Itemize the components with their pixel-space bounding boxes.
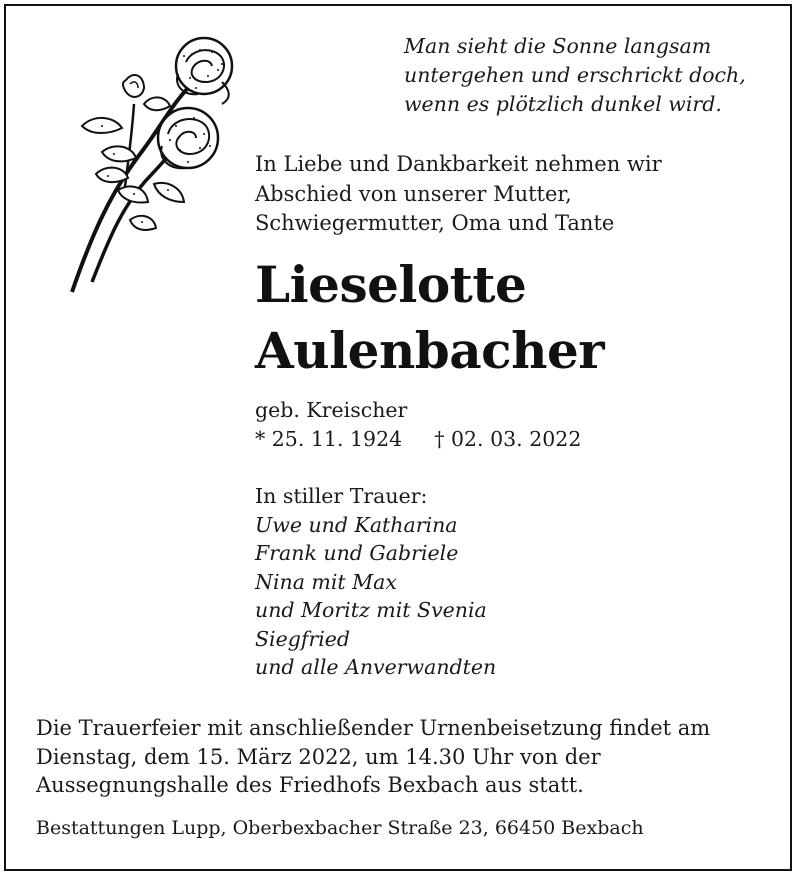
birth-name: geb. Kreischer (255, 398, 408, 422)
deceased-first-name: Lieselotte (255, 255, 527, 314)
mourner-name: und Moritz mit Svenia (255, 598, 487, 622)
mourner-name: Siegfried (255, 626, 351, 651)
intro-line: Abschied von unserer Mutter, (255, 181, 572, 206)
farewell-intro (255, 150, 755, 239)
death-date: † 02. 03. 2022 (434, 427, 582, 451)
undertaker-address: Bestattungen Lupp, Oberbexbacher Straße 23, 66450 Bexbach (36, 817, 644, 839)
motto-quote (404, 32, 774, 119)
intro-line: In Liebe und Dankbarkeit nehmen wir (255, 152, 662, 176)
motto-line: wenn es plötzlich dunkel wird. (404, 92, 722, 116)
life-dates (255, 396, 755, 454)
motto-line: untergehen und erschrickt doch, (404, 63, 746, 87)
mourner-name: Uwe und Katharina (255, 512, 458, 537)
rose-illustration (62, 34, 262, 299)
intro-line: Schwiegermutter, Oma und Tante (255, 211, 615, 235)
mourner-name: und alle Anverwandten (255, 655, 497, 679)
funeral-line: Aussegnungshalle des Friedhofs Bexbach aus statt. (36, 773, 584, 797)
motto-line: Man sieht die Sonne langsam (404, 34, 712, 58)
dates-row (255, 425, 755, 454)
mourner-name: Frank und Gabriele (255, 541, 459, 565)
funeral-line: Dienstag, dem 15. März 2022, um 14.30 Uhr von der (36, 744, 601, 769)
mourner-name: Nina mit Max (255, 569, 397, 594)
birth-date: * 25. 11. 1924 (255, 427, 403, 451)
funeral-details (36, 714, 776, 800)
deceased-last-name: Aulenbacher (255, 321, 605, 380)
mourners-list (255, 482, 755, 682)
mourners-heading: In stiller Trauer: (255, 484, 428, 508)
funeral-line: Die Trauerfeier mit anschließender Urnenbeisetzung findet am (36, 716, 711, 740)
deceased-name (255, 252, 775, 384)
